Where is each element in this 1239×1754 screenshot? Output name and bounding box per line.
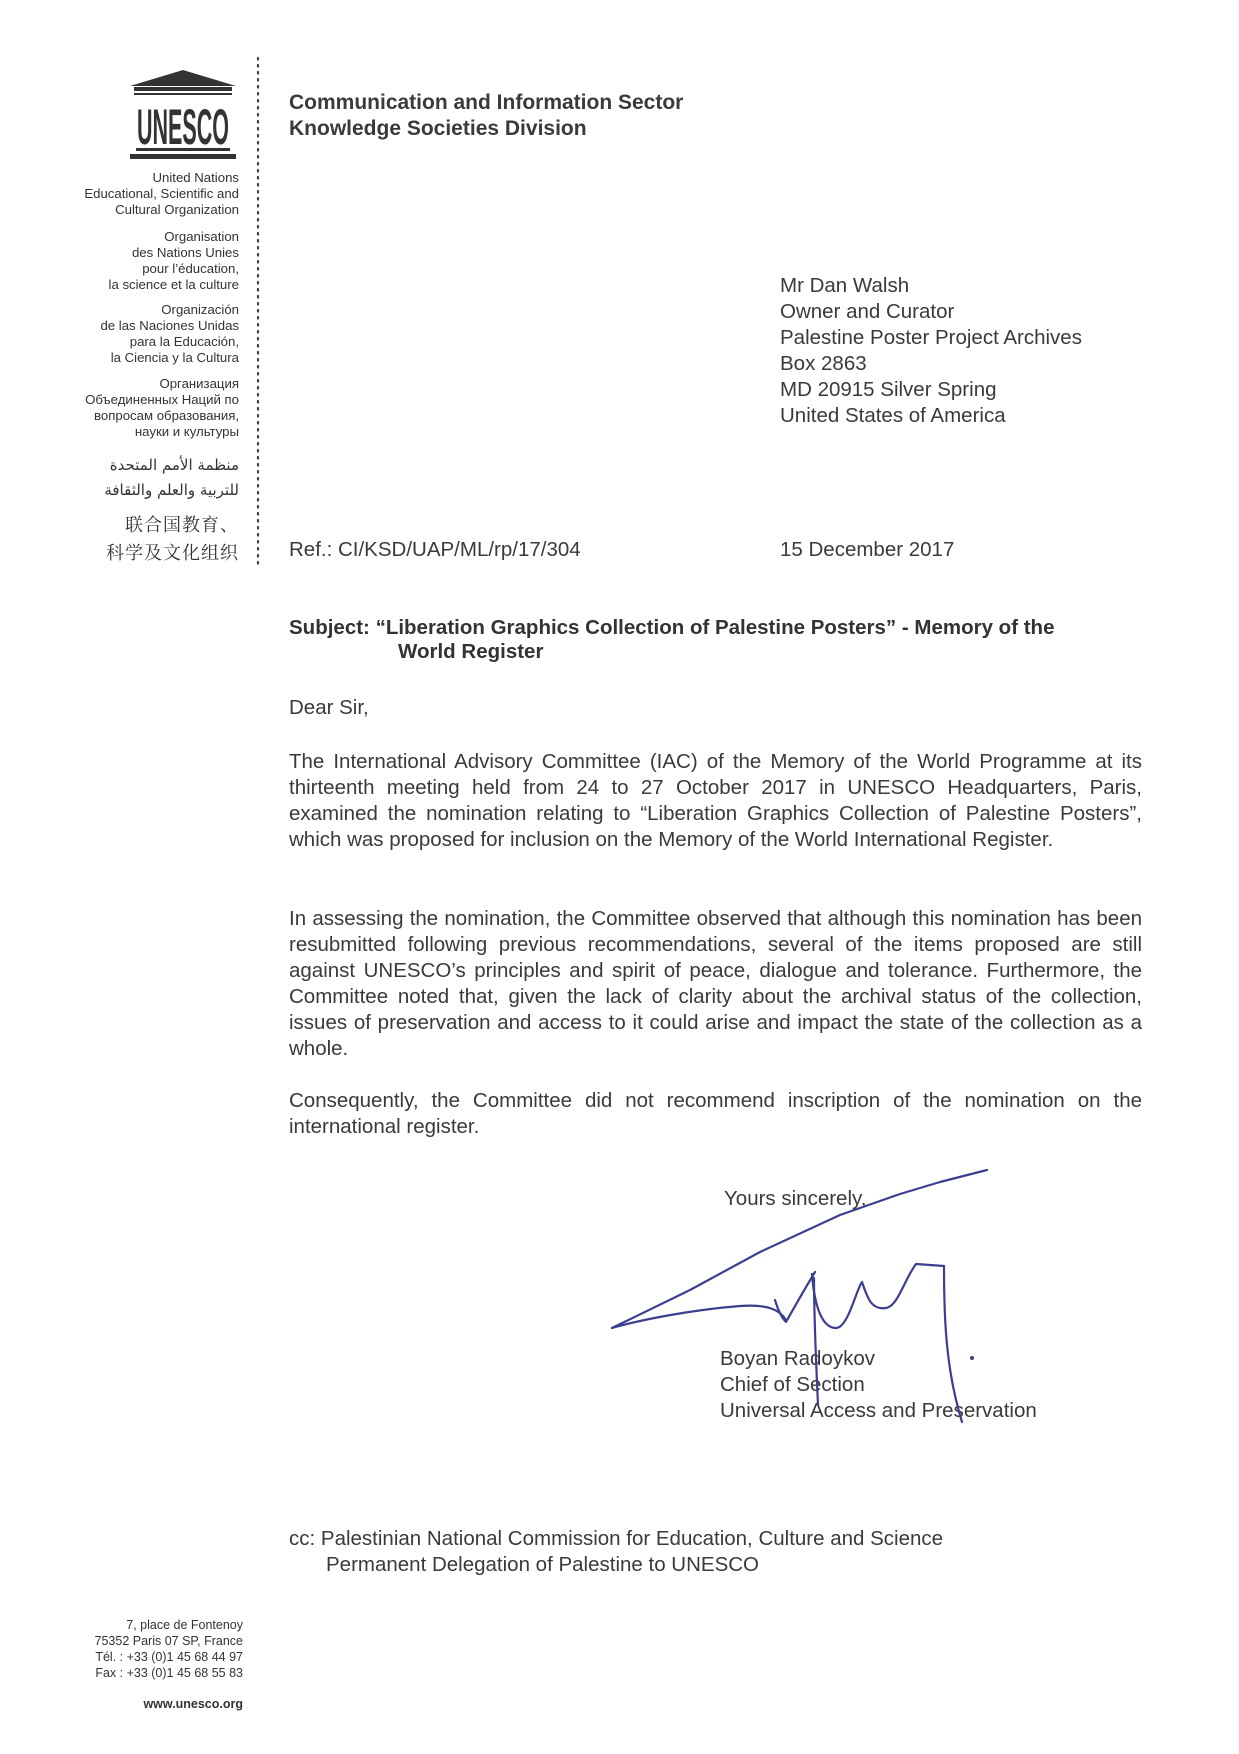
footer-address: 7, place de Fontenoy 75352 Paris 07 SP, France Tél. : +33 (0)1 45 68 44 97 Fax : +33 (0)1 45 68 55 83 (94, 1618, 243, 1680)
closing: Yours sincerely, (724, 1187, 867, 1210)
subject-line (289, 616, 1139, 664)
recipient-address (780, 273, 1082, 429)
dotted-separator (255, 58, 261, 568)
cc-block (289, 1526, 943, 1578)
signatory-unit: Universal Access and Preservation (720, 1399, 1037, 1422)
cc-line-2: Permanent Delegation of Palestine to UNESCO (326, 1553, 760, 1576)
reference-number: Ref.: CI/KSD/UAP/ML/rp/17/304 (289, 538, 581, 561)
org-name-zh-1: 联合国教育、 (125, 515, 239, 536)
salutation: Dear Sir, (289, 696, 369, 719)
signatory-name: Boyan Radoykov (720, 1347, 875, 1370)
cc-line-1: cc: Palestinian National Commission for Education, Culture and Science (289, 1527, 944, 1550)
org-name-ar-2: للتربية والعلم والثقافة (104, 481, 239, 499)
org-name-fr: Organisation des Nations Unies pour l’éducation, la science et la culture (108, 229, 239, 292)
recipient-line: Box 2863 (780, 352, 867, 375)
org-name-ru: Организация Объединенных Наций по вопросам образования, науки и культуры (85, 376, 239, 439)
signatory-title: Chief of Section (720, 1373, 865, 1396)
recipient-line: MD 20915 Silver Spring (780, 378, 997, 401)
org-name-es: Organización de las Naciones Unidas para la Educación, la Ciencia y la Cultura (100, 302, 239, 365)
subject-line-2: World Register (398, 640, 544, 663)
footer-website: www.unesco.org (143, 1697, 243, 1711)
sector-heading: Communication and Information Sector (289, 91, 684, 114)
recipient-line: Mr Dan Walsh (780, 274, 910, 297)
recipient-line: Owner and Curator (780, 300, 955, 323)
body-paragraph: In assessing the nomination, the Committee observed that although this nomination has been resubmitted following previous recommendations, several of the items proposed are still against UNESCO’s principles and spirit of peace, dialogue and tolerance. Furthermore, the Committee noted that, given the lack of clarity about the archival status of the collection, issues of preservation and access to it could arise and impact the state of the collection as a whole. (289, 907, 1142, 1060)
org-name-ar-1: منظمة الأمم المتحدة (109, 456, 239, 474)
recipient-line: United States of America (780, 404, 1006, 427)
body-paragraph: Consequently, the Committee did not recommend inscription of the nomination on the international register. (289, 1089, 1142, 1138)
org-name-zh-2: 科学及文化组织 (106, 543, 239, 564)
body-paragraph: The International Advisory Committee (IAC) of the Memory of the World Programme at its thirteenth meeting held from 24 to 27 October 2017 in UNESCO Headquarters, Paris, examined the nomination relating to “Liberation Graphics Collection of Palestine Posters”, which was proposed for inclusion on the Memory of the World International Register. (289, 750, 1142, 851)
subject-line-1: Subject: “Liberation Graphics Collection of Palestine Posters” - Memory of the (289, 616, 1055, 639)
svg-text:UNESCO: UNESCO (137, 99, 229, 155)
letter-date: 15 December 2017 (780, 538, 955, 561)
org-name-en: United Nations Educational, Scientific and Cultural Organization (84, 170, 239, 217)
handwritten-signature (600, 1160, 1060, 1430)
unesco-logo (128, 70, 238, 162)
recipient-line: Palestine Poster Project Archives (780, 326, 1082, 349)
division-heading: Knowledge Societies Division (289, 117, 587, 140)
